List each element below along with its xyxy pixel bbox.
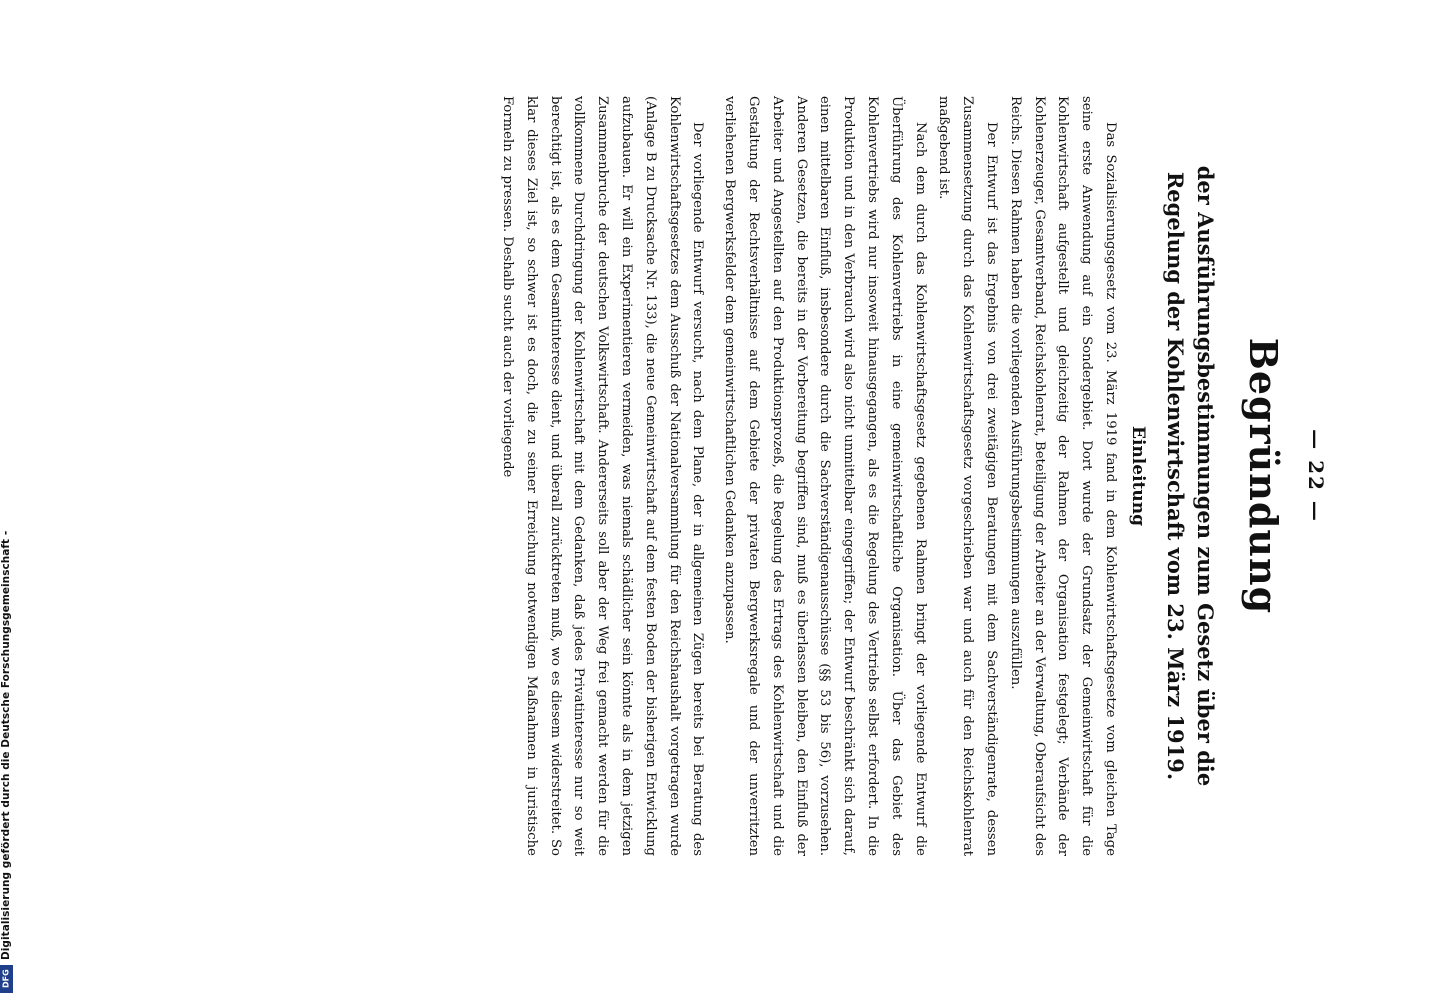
section-heading: Einleitung: [1128, 426, 1148, 526]
dfg-logo: DFG: [0, 965, 13, 993]
page-number: — 22 —: [1304, 429, 1328, 523]
paragraph: Nach dem durch das Kohlenwirtschaftsgesetz gegebenen Rahmen bringt der vorliegende Entwurf die Überführung des Kohlenvertriebs in eine gemeinwirtschaftliche Organisation. Über das Gebiet des Kohlenvertriebs wird nur insoweit hinausgegangen, als es die Regelung des Vertriebs selbst erfordert. In die Produktion und in den Verbrauch wird also nicht unmittelbar eingegriffen; der Entwurf beschränkt sich darauf, einen mittelbaren Einfluß, insbesondere durch die Sachverständigenausschüsse (§§ 53 bis 56), vorzusehen. Anderen Gesetzen, die bereits in der Vorbereitung begriffen sind, muß es überlassen bleiben, den Einfluß der Arbeiter und Angestellten auf den Produktionsprozeß, die Regelung des Ertrags des Kohlenwirtschaft und die Gestaltung der Rechtsverhältnisse auf dem Gebiete der privaten Bergwerksregale und der unverritzten verliehenen Bergwerksfelder dem gemeinwirtschaftlichen Gedanken anzupassen.: [722, 96, 928, 856]
digitization-sidebar: [0, 0, 14, 1000]
document-title: Begründung: [1241, 337, 1286, 615]
body-text: [495, 96, 1122, 856]
paragraph: Der Entwurf ist das Ergebnis von drei zweitägigen Beratungen mit dem Sachverständigenrate, dessen Zusammensetzung durch das Kohlenwirtschaftsgesetz vorgeschrieben war und auch für den Reichskohlenrat maßgebend ist.: [936, 96, 1000, 856]
digitization-note: Digitalisierung gefördert durch die Deutsche Forschungsgemeinschaft -: [0, 530, 12, 960]
paragraph: Das Sozialisierungsgesetz vom 23. März 1919 fand in dem Kohlenwirtschaftsgesetze vom gleichen Tage seine erste Anwendung auf ein Sondergebiet. Dort wurde der Grundsatz der Gemeinwirtschaft für die Kohlenwirtschaft aufgestellt und gleichzeitig der Rahmen der Organisation festgelegt; Verbände der Kohlenerzeuger, Gesamtverband, Reichskohlenrat, Beteiligung der Arbeiter an der Verwaltung, Oberaufsicht des Reichs. Diesen Rahmen haben die vorliegenden Ausführungsbestimmungen auszufüllen.: [1007, 96, 1118, 856]
paragraph: Der vorliegende Entwurf versucht, nach dem Plane, der in allgemeinen Zügen bereits bei Beratung des Kohlenwirtschaftsgesetzes dem Ausschuß der Nationalversammlung für den Reichshaushalt vorgetragen wurde (Anlage B zu Drucksache Nr. 133), die neue Gemeinwirtschaft auf dem festen Boden der bisherigen Entwicklung aufzubauen. Er will ein Experimentieren vermeiden, was niemals schädlicher sein könnte als in dem jetzigen Zusammenbruche der deutschen Volkswirtschaft. Andererseits soll aber der Weg frei gemacht werden für die vollkommene Durchdringung der Kohlenwirtschaft mit dem Gedanken, daß jedes Privatinteresse nur so weit berechtigt ist, als es dem Gesamtinteresse dient, und überall zurücktreten muß, wo es diesem widerstreitet. So klar dieses Ziel ist, so schwer ist es doch, die zu seiner Erreichung notwendigen Maßnahmen in juristische Formeln zu pressen. Deshalb sucht auch der vorliegende: [500, 96, 706, 856]
scanned-page: [152, 96, 1372, 856]
document-subtitle: der Ausführungsbestimmungen zum Gesetz über die Regelung der Kohlenwirtschaft vom 23. März 1919.: [1163, 165, 1218, 787]
